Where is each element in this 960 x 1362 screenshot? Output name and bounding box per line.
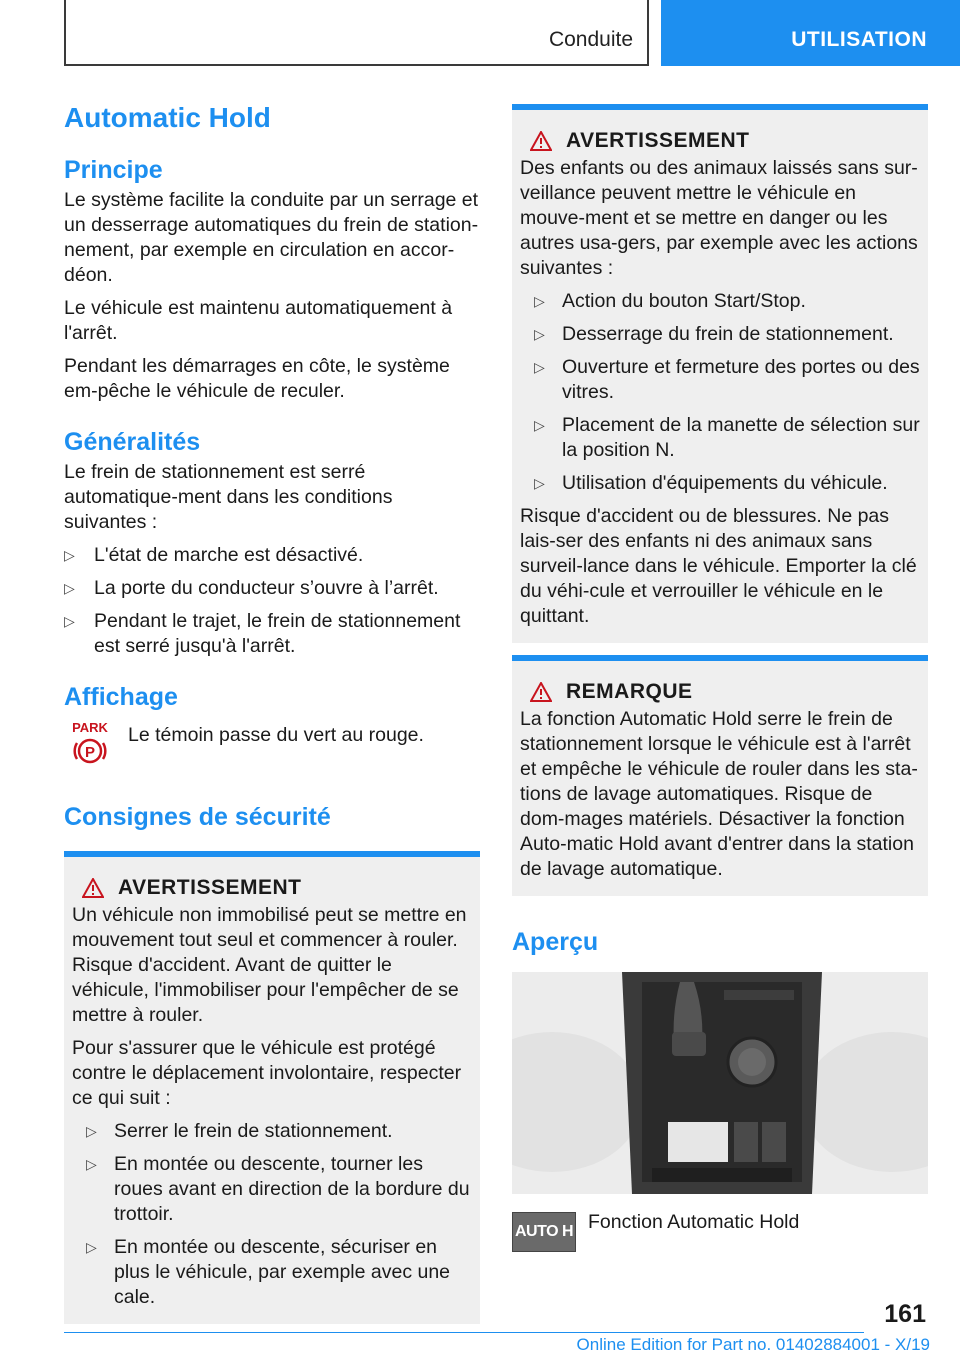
paragraph: Un véhicule non immobilisé peut se mettre en mouvement tout seul et commencer à rouler. Risque d'accident. Avant de quitter le véhicule, l'immobiliser pour l'empêcher de se mettre à rouler. bbox=[72, 904, 467, 1026]
conditions-list bbox=[64, 543, 480, 659]
heading-consignes: Consignes de sécurité bbox=[64, 803, 331, 831]
list-item: ▷ Ouverture et fermeture des portes ou des vitres. bbox=[534, 356, 920, 403]
legend-caption: Fonction Automatic Hold bbox=[588, 1211, 800, 1233]
park-brake-indicator-icon bbox=[64, 719, 116, 767]
paragraph: Le véhicule est maintenu automatiquement à l'arrêt. bbox=[64, 297, 453, 344]
footer-edition: Online Edition for Part no. 01402884001 - X/19 bbox=[576, 1335, 930, 1354]
bullet-triangle-icon: ▷ bbox=[534, 417, 545, 433]
warning-box-children bbox=[512, 104, 928, 643]
paragraph: Le système facilite la conduite par un serrage et un desserrage automatiques du frein de station-nement, par exemple en circulation en accor-déon. bbox=[64, 189, 479, 286]
safety-list bbox=[72, 1119, 472, 1310]
auto-hold-legend bbox=[512, 1212, 928, 1252]
remark-box bbox=[512, 655, 928, 896]
list-item: ▷ En montée ou descente, tourner les roues avant en direction de la bordure du trottoir. bbox=[86, 1153, 470, 1225]
paragraph: Le témoin passe du vert au rouge. bbox=[128, 724, 424, 746]
heading-affichage: Affichage bbox=[64, 683, 178, 711]
page-title: Automatic Hold bbox=[64, 102, 271, 133]
heading-principe: Principe bbox=[64, 156, 163, 184]
paragraph: Risque d'accident ou de blessures. Ne pas lais-ser des enfants ni des animaux sans surveil-lance dans le véhicule. Emporter la clé du véhi-cule et verrouiller le véhicule en le quittant. bbox=[520, 505, 917, 627]
warning-box bbox=[64, 851, 480, 1324]
bullet-triangle-icon: ▷ bbox=[64, 613, 75, 629]
list-item: ▷ Placement de la manette de sélection sur la position N. bbox=[534, 414, 920, 461]
paragraph: Pour s'assurer que le véhicule est protégé contre le déplacement involontaire, respecter ce qui suit : bbox=[72, 1037, 462, 1109]
bullet-triangle-icon: ▷ bbox=[534, 475, 545, 491]
remark-title: REMARQUE bbox=[520, 679, 920, 705]
list-item: ▷ Pendant le trajet, le frein de stationnement est serré jusqu'à l'arrêt. bbox=[64, 610, 461, 657]
warning-triangle-icon bbox=[530, 682, 552, 702]
warning-triangle-icon bbox=[82, 878, 104, 898]
bullet-triangle-icon: ▷ bbox=[64, 580, 75, 596]
header-chapter-tab bbox=[661, 0, 960, 66]
svg-text:P: P bbox=[84, 744, 96, 761]
bullet-triangle-icon: ▷ bbox=[534, 359, 545, 375]
svg-text:PARK: PARK bbox=[72, 720, 108, 735]
list-item: ▷ Action du bouton Start/Stop. bbox=[534, 290, 806, 312]
warning-title: AVERTISSEMENT bbox=[520, 128, 920, 154]
bullet-triangle-icon: ▷ bbox=[86, 1156, 97, 1172]
actions-list bbox=[520, 289, 920, 496]
park-indicator-row bbox=[64, 719, 480, 767]
paragraph: Le frein de stationnement est serré automatique-ment dans les conditions suivantes : bbox=[64, 461, 393, 533]
list-item: ▷ La porte du conducteur s’ouvre à l’arrêt. bbox=[64, 577, 439, 599]
list-item: ▷ Desserrage du frein de stationnement. bbox=[534, 323, 894, 345]
page-number: 161 bbox=[884, 1300, 926, 1328]
heading-apercu: Aperçu bbox=[512, 928, 599, 956]
header-section-title: Conduite bbox=[548, 28, 633, 51]
footer-divider bbox=[64, 1332, 864, 1333]
bullet-triangle-icon: ▷ bbox=[86, 1239, 97, 1255]
header-section-box bbox=[64, 0, 649, 66]
list-item: ▷ Serrer le frein de stationnement. bbox=[86, 1120, 393, 1142]
list-item: ▷ En montée ou descente, sécuriser en plus le véhicule, par exemple avec une cale. bbox=[86, 1236, 451, 1308]
list-item: ▷ L'état de marche est désactivé. bbox=[64, 544, 364, 566]
paragraph: Des enfants ou des animaux laissés sans sur-veillance peuvent mettre le véhicule en mouve-ment et se mettre en danger ou les autres usa-gers, par exemple avec les actions suivantes : bbox=[520, 157, 918, 279]
right-column bbox=[512, 104, 928, 1252]
bullet-triangle-icon: ▷ bbox=[534, 293, 545, 309]
paragraph: Pendant les démarrages en côte, le système em-pêche le véhicule de reculer. bbox=[64, 355, 450, 402]
warning-triangle-icon bbox=[530, 131, 552, 151]
bullet-triangle-icon: ▷ bbox=[534, 326, 545, 342]
left-column bbox=[64, 100, 480, 1324]
header-chapter-title: UTILISATION bbox=[791, 28, 927, 51]
center-console-photo bbox=[512, 972, 928, 1194]
auto-hold-button-icon: AUTO H bbox=[512, 1212, 576, 1252]
heading-generalites: Généralités bbox=[64, 428, 201, 456]
list-item: ▷ Utilisation d'équipements du véhicule. bbox=[534, 472, 888, 494]
bullet-triangle-icon: ▷ bbox=[64, 547, 75, 563]
paragraph: La fonction Automatic Hold serre le frein de stationnement lorsque le véhicule est à l'arrêt et empêche le véhicule de rouler dans les sta-tions de lavage automatiques. Risque de dom-mages matériels. Désactiver la fonction Auto-matic Hold avant d'entrer dans la station de lavage automatique. bbox=[520, 708, 918, 880]
bullet-triangle-icon: ▷ bbox=[86, 1123, 97, 1139]
warning-title: AVERTISSEMENT bbox=[72, 875, 472, 901]
